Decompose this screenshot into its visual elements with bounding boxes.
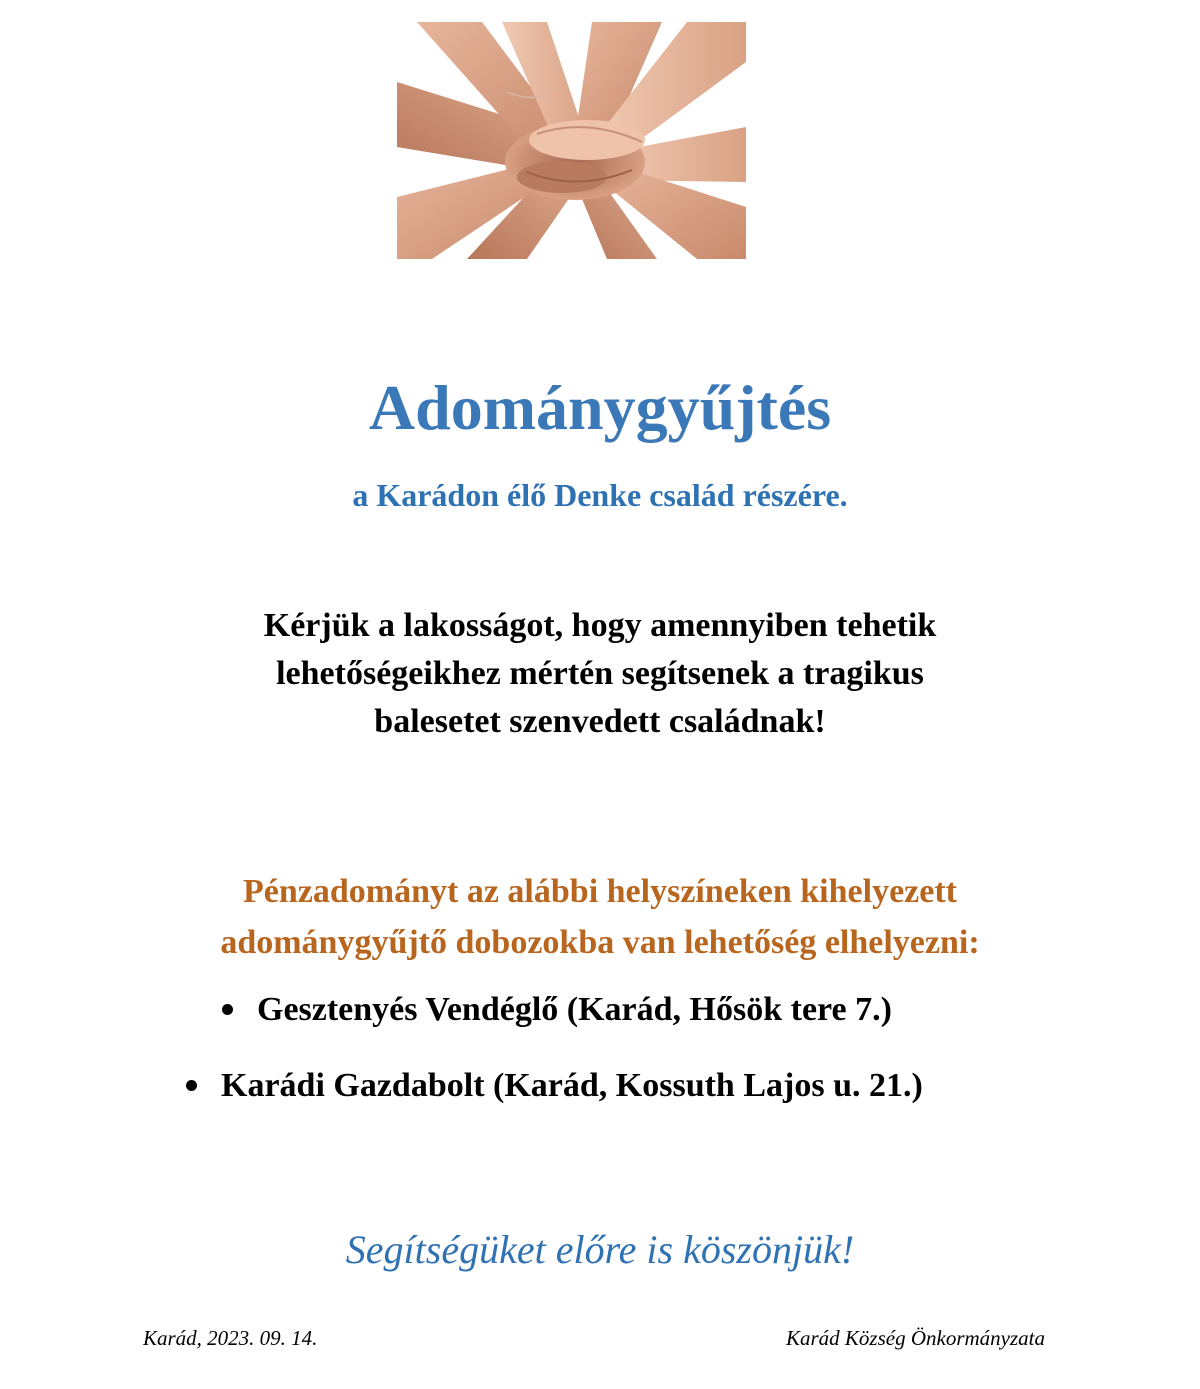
bullet-icon bbox=[222, 1004, 233, 1015]
page-subtitle: a Karádon élő Denke család részére. bbox=[352, 477, 848, 513]
location-text: Gesztenyés Vendéglő (Karád, Hősök tere 7.) bbox=[257, 991, 892, 1028]
donation-line: adománygyűjtő dobozokba van lehetőség elhelyezni: bbox=[220, 924, 980, 961]
bullet-icon bbox=[186, 1080, 197, 1091]
thank-you-message: Segítségüket előre is köszönjük! bbox=[345, 1227, 855, 1272]
location-list-item bbox=[222, 988, 892, 1032]
footer-organization: Karád Község Önkormányzata bbox=[785, 1326, 1045, 1350]
footer-date: Karád, 2023. 09. 14. bbox=[143, 1326, 318, 1350]
location-list-item bbox=[186, 1064, 923, 1108]
appeal-paragraph bbox=[100, 602, 1100, 746]
appeal-line: Kérjük a lakosságot, hogy amennyiben tehetik bbox=[263, 607, 937, 644]
appeal-line: lehetőségeikhez mértén segítsenek a tragikus bbox=[276, 655, 924, 692]
location-text: Karádi Gazdabolt (Karád, Kossuth Lajos u. 21.) bbox=[221, 1067, 923, 1104]
donation-instructions bbox=[50, 866, 1150, 968]
stacked-hands-photo bbox=[397, 22, 746, 259]
donation-line: Pénzadományt az alábbi helyszíneken kihelyezett bbox=[243, 873, 957, 910]
appeal-line: balesetet szenvedett családnak! bbox=[374, 703, 826, 740]
page-title: Adománygyűjtés bbox=[368, 372, 832, 443]
